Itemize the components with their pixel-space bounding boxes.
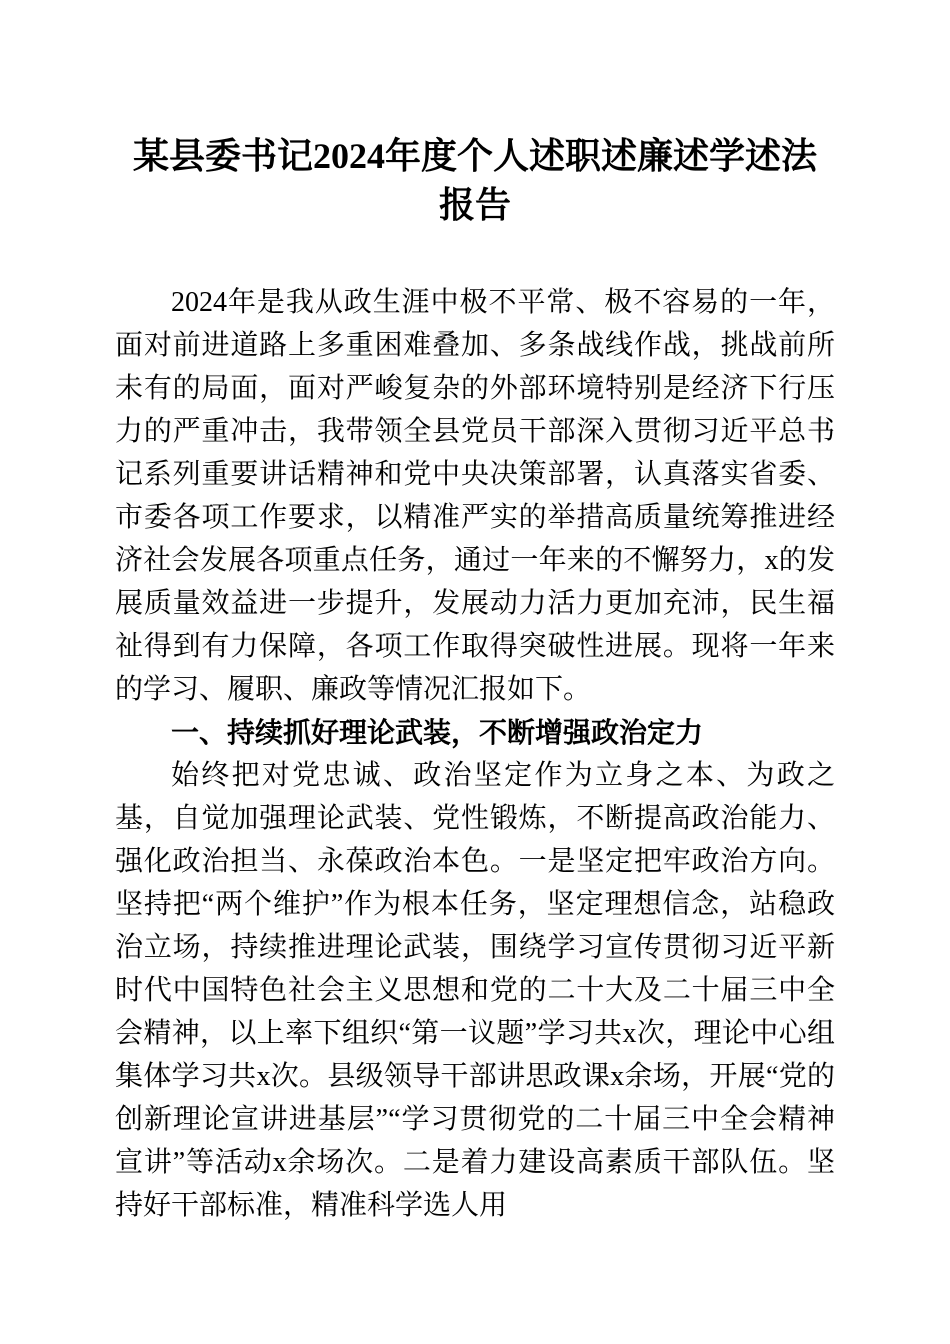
document-title: 某县委书记2024年度个人述职述廉述学述法报告 [132, 136, 817, 225]
section-heading-1: 一、持续抓好理论武装，不断增强政治定力 [171, 717, 704, 749]
paragraph-section-1: 始终把对党忠诚、政治坚定作为立身之本、为政之基，自觉加强理论武装、党性锻炼，不断提高政治能力、强化政治担当、永葆政治本色。一是坚定把牢政治方向。坚持把“两个维护”作为根本任务，坚定理想信念，站稳政治立场，持续推进理论武装，围绕学习宣传贯彻习近平新时代中国特色社会主义思想和党的二十大及二十届三中全会精神，以上率下组织“第一议题”学习共x次，理论中心组集体学习共x次。县级领导干部讲思政课x余场，开展“党的创新理论宣讲进基层”“学习贯彻党的二十届三中全会精神宣讲”等活动x余场次。二是着力建设高素质干部队伍。坚持好干部标准，精准科学选人用 [115, 760, 835, 1222]
paragraph-intro: 2024年是我从政生涯中极不平常、极不容易的一年，面对前进道路上多重困难叠加、多条战线作战，挑战前所未有的局面，面对严峻复杂的外部环境特别是经济下行压力的严重冲击，我带领全县党员干部深入贯彻习近平总书记系列重要讲话精神和党中央决策部署，认真落实省委、市委各项工作要求，以精准严实的举措高质量统筹推进经济社会发展各项重点任务，通过一年来的不懈努力，x的发展质量效益进一步提升，发展动力活力更加充沛，民生福祉得到有力保障，各项工作取得突破性进展。现将一年来的学习、履职、廉政等情况汇报如下。 [115, 287, 835, 706]
